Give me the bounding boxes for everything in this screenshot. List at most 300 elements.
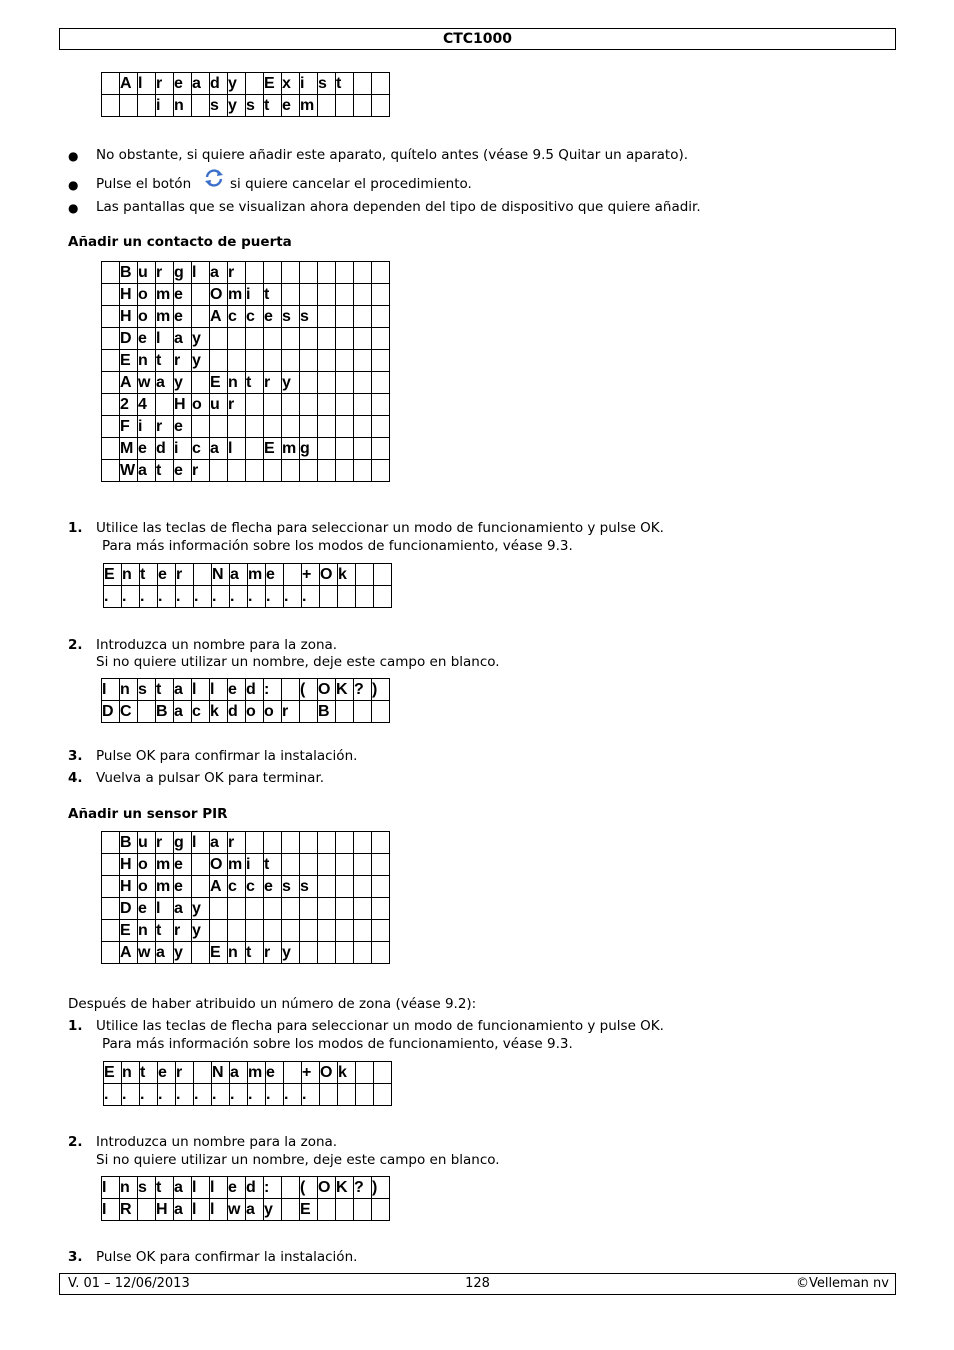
lcd-cell [336, 328, 354, 350]
lcd-cell [102, 328, 120, 350]
step-number: 3. [68, 1249, 83, 1265]
lcd-cell [372, 460, 390, 482]
lcd-cell: l [156, 328, 174, 350]
lcd-cell [336, 854, 354, 876]
lcd-cell: I [102, 1199, 120, 1221]
lcd-row [102, 438, 390, 460]
lcd-cell: c [228, 306, 246, 328]
page-header [59, 28, 896, 50]
lcd-cell: u [210, 394, 228, 416]
lcd-row [102, 679, 390, 701]
lcd-row [102, 306, 390, 328]
lcd-cell [354, 306, 372, 328]
lcd-cell: m [300, 95, 318, 117]
lcd-cell [318, 306, 336, 328]
lcd-cell: y [282, 942, 300, 964]
lcd-cell: O [210, 284, 228, 306]
lcd-cell: n [138, 920, 156, 942]
lcd-cell: n [228, 372, 246, 394]
lcd-cell: r [228, 262, 246, 284]
lcd-cell: k [338, 564, 356, 586]
lcd-cell: s [138, 679, 156, 701]
step-text: Utilice las teclas de flecha para seleccionar un modo de funcionamiento y pulse OK. [96, 520, 664, 536]
footer-page-number: 128 [465, 1276, 490, 1291]
lcd-cell [372, 416, 390, 438]
lcd-cell [192, 942, 210, 964]
lcd-cell [210, 920, 228, 942]
lcd-cell [354, 854, 372, 876]
section-heading-pir: Añadir un sensor PIR [68, 806, 228, 822]
lcd-cell: o [138, 284, 156, 306]
lcd-cell: n [174, 95, 192, 117]
lcd-cell [102, 350, 120, 372]
lcd-cell [374, 564, 392, 586]
lcd-cell [354, 832, 372, 854]
lcd-cell: r [282, 701, 300, 723]
lcd-cell: . [122, 586, 140, 608]
lcd-cell [102, 284, 120, 306]
lcd-cell: e [264, 306, 282, 328]
lcd-cell [282, 350, 300, 372]
lcd-cell: o [138, 876, 156, 898]
lcd-cell: s [138, 1177, 156, 1199]
lcd-cell [354, 394, 372, 416]
lcd-cell: l [192, 262, 210, 284]
lcd-cell [356, 586, 374, 608]
lcd-cell [102, 262, 120, 284]
lcd-cell: a [210, 438, 228, 460]
lcd-cell [282, 394, 300, 416]
lcd-cell [336, 832, 354, 854]
lcd-cell: H [120, 306, 138, 328]
lcd-cell [282, 284, 300, 306]
footer-copyright: ©Velleman nv [795, 1276, 889, 1291]
cancel-post-text: si quiere cancelar el procedimiento. [230, 176, 472, 192]
lcd-cell: B [318, 701, 336, 723]
lcd-cell: a [138, 460, 156, 482]
lcd-cell: ? [354, 679, 372, 701]
lcd-cell: e [228, 679, 246, 701]
lcd-cell: E [210, 372, 228, 394]
lcd-cell: r [228, 832, 246, 854]
lcd-cell: H [120, 876, 138, 898]
lcd-cell [102, 73, 120, 95]
lcd-cell: m [248, 1062, 266, 1084]
lcd-cell [228, 328, 246, 350]
lcd-cell: t [156, 679, 174, 701]
lcd-cell: e [228, 1177, 246, 1199]
lcd-cell: l [192, 832, 210, 854]
lcd-cell: r [228, 394, 246, 416]
lcd-cell: s [282, 876, 300, 898]
lcd-cell: n [120, 679, 138, 701]
lcd-already-exist [101, 72, 390, 117]
lcd-cell [336, 1199, 354, 1221]
lcd-cell: w [228, 1199, 246, 1221]
lcd-cell: m [248, 564, 266, 586]
lcd-cell: . [140, 1084, 158, 1106]
lcd-cell [354, 942, 372, 964]
lcd-cell [264, 416, 282, 438]
lcd-cell: + [302, 1062, 320, 1084]
lcd-cell: d [156, 438, 174, 460]
lcd-cell: a [156, 372, 174, 394]
lcd-cell [246, 394, 264, 416]
lcd-cell [356, 1084, 374, 1106]
lcd-cell: a [210, 832, 228, 854]
lcd-cell: l [210, 1199, 228, 1221]
lcd-cell: e [174, 876, 192, 898]
lcd-cell: l [156, 898, 174, 920]
lcd-cell [318, 438, 336, 460]
lcd-cell: k [210, 701, 228, 723]
lcd-cell: E [120, 920, 138, 942]
lcd-cell [264, 394, 282, 416]
lcd-cell [354, 372, 372, 394]
lcd-cell [354, 350, 372, 372]
lcd-cell: t [156, 920, 174, 942]
lcd-cell [264, 262, 282, 284]
lcd-cell [354, 73, 372, 95]
lcd-cell [372, 284, 390, 306]
lcd-cell [102, 95, 120, 117]
lcd-cell: D [102, 701, 120, 723]
lcd-cell: . [302, 586, 320, 608]
lcd-cell: t [336, 73, 354, 95]
lcd-cell: g [300, 438, 318, 460]
lcd-cell [192, 284, 210, 306]
lcd-cell: . [176, 586, 194, 608]
lcd-row [102, 328, 390, 350]
lcd-cell [246, 898, 264, 920]
lcd-cell: . [158, 1084, 176, 1106]
lcd-cell: . [158, 586, 176, 608]
lcd-cell: t [246, 372, 264, 394]
lcd-cell [356, 564, 374, 586]
lcd-cell: o [138, 854, 156, 876]
lcd-row [102, 372, 390, 394]
lcd-cell: N [212, 564, 230, 586]
section-heading-door-contact: Añadir un contacto de puerta [68, 234, 292, 250]
lcd-cell [372, 306, 390, 328]
lcd-cell [192, 95, 210, 117]
lcd-cell: s [282, 306, 300, 328]
lcd-cell [372, 854, 390, 876]
lcd-cell: m [282, 438, 300, 460]
lcd-cell: y [228, 73, 246, 95]
lcd-cell: H [174, 394, 192, 416]
lcd-cell [284, 1062, 302, 1084]
lcd-cell: e [266, 564, 284, 586]
lcd-cell [282, 328, 300, 350]
lcd-cell: : [264, 679, 282, 701]
lcd-cell: e [138, 898, 156, 920]
lcd-cell: e [174, 416, 192, 438]
lcd-cell [102, 942, 120, 964]
lcd-cell: a [246, 1199, 264, 1221]
lcd-row [104, 1062, 392, 1084]
lcd-cell: n [138, 350, 156, 372]
lcd-cell: r [192, 460, 210, 482]
lcd-cell: m [228, 284, 246, 306]
lcd-cell: s [246, 95, 264, 117]
lcd-cell: ) [372, 679, 390, 701]
lcd-cell [336, 394, 354, 416]
step-number: 1. [68, 520, 83, 536]
lcd-cell: . [212, 586, 230, 608]
step-number: 2. [68, 637, 83, 653]
lcd-cell [300, 942, 318, 964]
lcd-cell: c [246, 306, 264, 328]
lcd-cell [372, 350, 390, 372]
lcd-cell: c [228, 876, 246, 898]
lcd-cell [194, 1062, 212, 1084]
lcd-cell: n [120, 1177, 138, 1199]
bullet-text-remove-first: No obstante, si quiere añadir este aparato, quítelo antes (véase 9.5 Quitar un aparato). [96, 147, 689, 163]
bullet: ● [68, 149, 79, 163]
lcd-cell: g [174, 832, 192, 854]
lcd-cell [102, 832, 120, 854]
lcd-cell [318, 920, 336, 942]
lcd-cell [284, 564, 302, 586]
lcd-cell: e [174, 460, 192, 482]
lcd-cell [264, 328, 282, 350]
lcd-cell: w [138, 942, 156, 964]
lcd-cell [354, 701, 372, 723]
lcd-row [102, 416, 390, 438]
lcd-cell: N [212, 1062, 230, 1084]
lcd-cell: a [174, 1199, 192, 1221]
lcd-cell: l [192, 1199, 210, 1221]
lcd-cell [282, 1199, 300, 1221]
lcd-cell: ( [300, 1177, 318, 1199]
lcd-cell [120, 95, 138, 117]
lcd-cell: l [228, 438, 246, 460]
lcd-cell: n [122, 564, 140, 586]
lcd-cell: l [192, 679, 210, 701]
lcd-cell [210, 460, 228, 482]
lcd-cell [372, 328, 390, 350]
lcd-cell: e [158, 564, 176, 586]
lcd-cell [336, 284, 354, 306]
lcd-cell [318, 1199, 336, 1221]
lcd-cell: i [300, 73, 318, 95]
lcd-cell [102, 416, 120, 438]
lcd-cell [372, 394, 390, 416]
bullet-text-cancel [96, 175, 191, 193]
step-text: Vuelva a pulsar OK para terminar. [96, 770, 325, 786]
lcd-row [104, 1084, 392, 1106]
lcd-cell [320, 586, 338, 608]
lcd-cell [102, 372, 120, 394]
lcd-cell [318, 372, 336, 394]
lcd-cell [354, 898, 372, 920]
lcd-cell [318, 942, 336, 964]
lcd-cell [318, 876, 336, 898]
lcd-cell: m [156, 854, 174, 876]
lcd-cell: B [120, 262, 138, 284]
lcd-cell: e [174, 306, 192, 328]
lcd-cell: s [300, 876, 318, 898]
lcd-cell: r [156, 416, 174, 438]
lcd-cell: r [176, 564, 194, 586]
lcd-cell [336, 942, 354, 964]
lcd-row [104, 586, 392, 608]
cancel-pre-text: Pulse el botón [96, 176, 192, 192]
lcd-cell [282, 920, 300, 942]
lcd-cell: . [266, 1084, 284, 1106]
lcd-cell [228, 460, 246, 482]
lcd-cell: e [158, 1062, 176, 1084]
lcd-cell: d [246, 679, 264, 701]
lcd-cell: n [228, 942, 246, 964]
lcd-cell: A [120, 942, 138, 964]
lcd-cell [338, 586, 356, 608]
lcd-cell: t [140, 564, 158, 586]
lcd-cell: w [138, 372, 156, 394]
lcd-cell: . [248, 1084, 266, 1106]
intro-text: Después de haber atribuido un número de zona (véase 9.2): [68, 996, 477, 1012]
lcd-cell [300, 372, 318, 394]
lcd-cell: t [264, 95, 282, 117]
lcd-cell [282, 854, 300, 876]
lcd-cell: t [264, 284, 282, 306]
lcd-cell [210, 416, 228, 438]
lcd-cell [354, 460, 372, 482]
lcd-cell [318, 262, 336, 284]
lcd-cell: o [264, 701, 282, 723]
lcd-cell [318, 854, 336, 876]
lcd-cell [300, 284, 318, 306]
lcd-cell: D [120, 328, 138, 350]
lcd-cell [300, 701, 318, 723]
lcd-cell [372, 942, 390, 964]
lcd-cell [354, 1199, 372, 1221]
lcd-cell: a [174, 679, 192, 701]
lcd-cell: l [210, 1177, 228, 1199]
lcd-cell: u [138, 832, 156, 854]
lcd-cell: y [228, 95, 246, 117]
lcd-cell [246, 832, 264, 854]
lcd-cell: k [338, 1062, 356, 1084]
lcd-cell: + [302, 564, 320, 586]
lcd-cell [374, 586, 392, 608]
lcd-cell: m [156, 876, 174, 898]
lcd-cell: a [230, 1062, 248, 1084]
lcd-cell [354, 262, 372, 284]
lcd-cell [264, 898, 282, 920]
lcd-cell [318, 394, 336, 416]
lcd-cell: E [120, 350, 138, 372]
lcd-cell [318, 460, 336, 482]
footer-version: V. 01 – 12/06/2013 [68, 1276, 190, 1291]
lcd-cell [354, 876, 372, 898]
lcd-cell [282, 898, 300, 920]
lcd-row [102, 284, 390, 306]
step-text: Si no quiere utilizar un nombre, deje este campo en blanco. [96, 1152, 500, 1168]
lcd-cell [210, 350, 228, 372]
lcd-cell: y [192, 350, 210, 372]
lcd-row [102, 701, 390, 723]
lcd-row [102, 1199, 390, 1221]
lcd-cell [372, 701, 390, 723]
lcd-cell: i [174, 438, 192, 460]
lcd-cell: s [300, 306, 318, 328]
lcd-cell: a [174, 328, 192, 350]
lcd-row [102, 1177, 390, 1199]
lcd-cell: 2 [120, 394, 138, 416]
lcd-cell [336, 898, 354, 920]
lcd-cell [336, 920, 354, 942]
lcd-cell [354, 416, 372, 438]
lcd-cell: y [192, 898, 210, 920]
lcd-cell [264, 920, 282, 942]
lcd-row [102, 876, 390, 898]
lcd-cell [228, 350, 246, 372]
lcd-cell [318, 328, 336, 350]
lcd-cell: e [138, 328, 156, 350]
lcd-cell [264, 350, 282, 372]
lcd-cell [138, 1199, 156, 1221]
lcd-cell [246, 350, 264, 372]
lcd-cell: : [264, 1177, 282, 1199]
lcd-cell: . [212, 1084, 230, 1106]
lcd-cell [372, 920, 390, 942]
lcd-cell: . [122, 1084, 140, 1106]
lcd-cell: r [264, 372, 282, 394]
lcd-cell [374, 1062, 392, 1084]
lcd-row [102, 942, 390, 964]
lcd-cell: r [156, 262, 174, 284]
lcd-cell [228, 416, 246, 438]
step-number: 1. [68, 1018, 83, 1034]
lcd-cell: m [228, 854, 246, 876]
lcd-cell [300, 416, 318, 438]
lcd-cell [300, 920, 318, 942]
lcd-cell: m [156, 284, 174, 306]
lcd-cell [192, 854, 210, 876]
lcd-cell [336, 95, 354, 117]
lcd-cell: O [320, 1062, 338, 1084]
lcd-cell: F [120, 416, 138, 438]
lcd-cell: o [192, 394, 210, 416]
lcd-cell [300, 394, 318, 416]
step-number: 3. [68, 748, 83, 764]
lcd-cell: C [120, 701, 138, 723]
lcd-cell: e [174, 854, 192, 876]
lcd-cell: E [104, 564, 122, 586]
lcd-cell [336, 262, 354, 284]
lcd-cell: n [122, 1062, 140, 1084]
lcd-cell: e [266, 1062, 284, 1084]
lcd-cell: s [210, 95, 228, 117]
lcd-cell [336, 438, 354, 460]
lcd-cell: a [230, 564, 248, 586]
lcd-cell [374, 1084, 392, 1106]
lcd-cell [246, 416, 264, 438]
lcd-cell [102, 920, 120, 942]
lcd-cell: a [174, 898, 192, 920]
lcd-cell: l [210, 679, 228, 701]
lcd-row [102, 898, 390, 920]
lcd-cell [282, 832, 300, 854]
lcd-cell [372, 438, 390, 460]
lcd-cell: g [174, 262, 192, 284]
lcd-cell: d [210, 73, 228, 95]
step-text: Para más información sobre los modos de funcionamiento, véase 9.3. [102, 1036, 573, 1052]
lcd-cell [282, 416, 300, 438]
lcd-cell: r [174, 920, 192, 942]
